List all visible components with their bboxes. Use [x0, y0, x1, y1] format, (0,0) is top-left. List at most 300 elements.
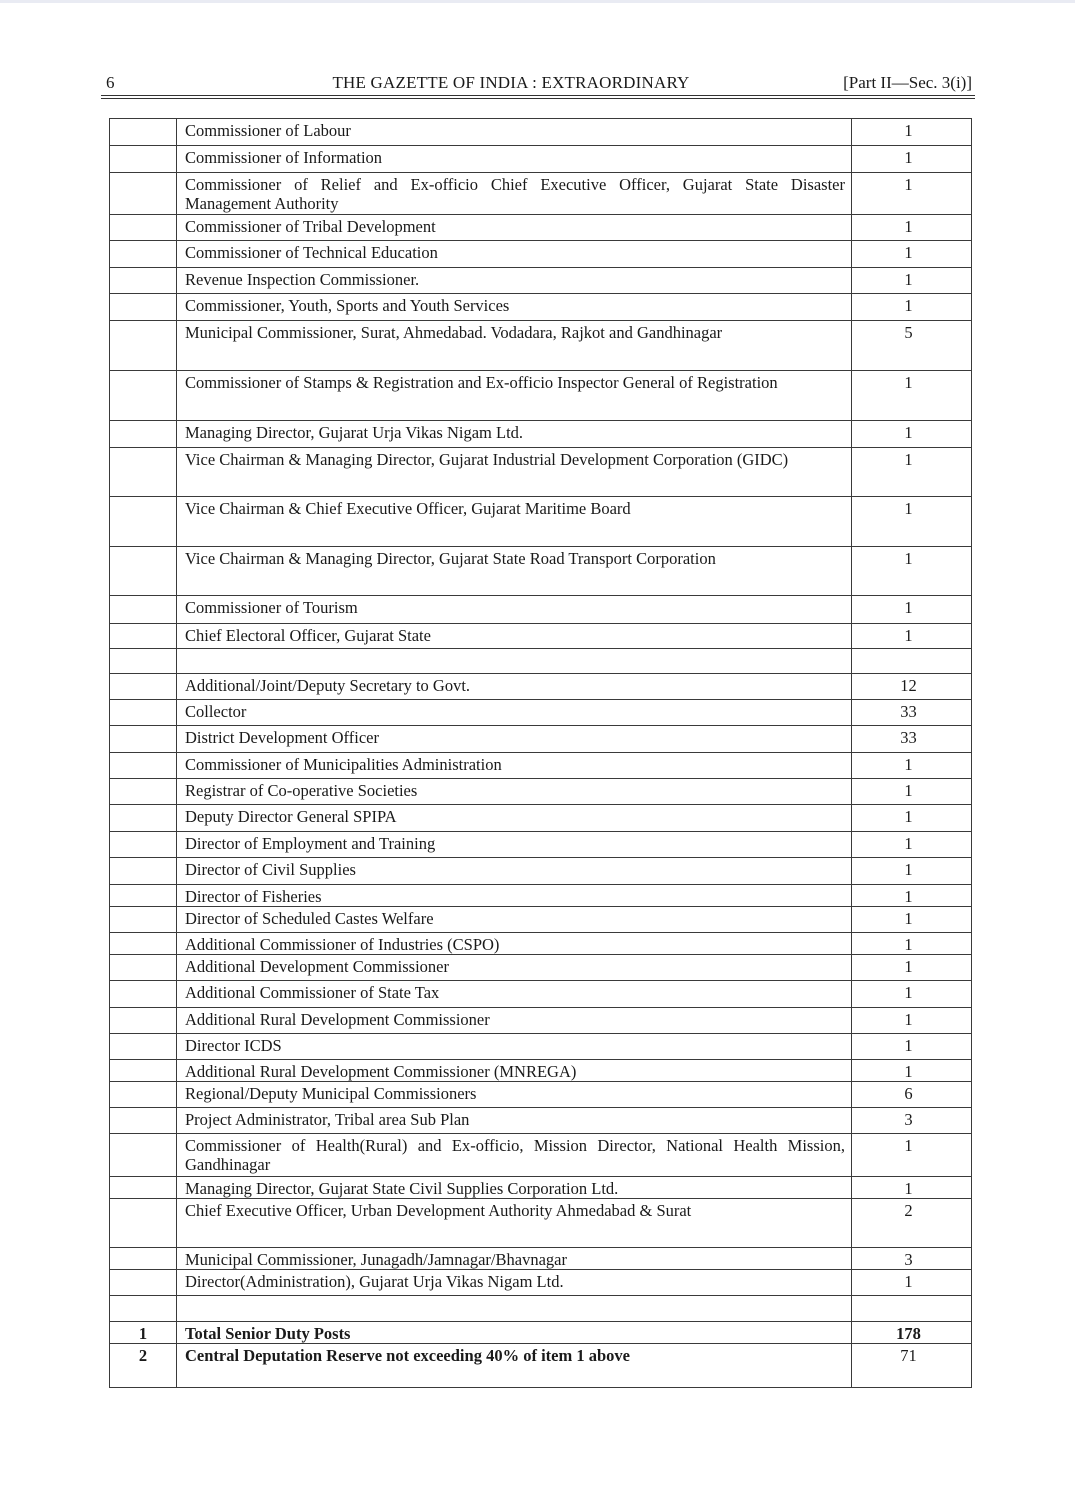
post-count-cell — [852, 448, 972, 497]
serial-number — [110, 1108, 176, 1110]
table-row — [110, 268, 972, 294]
post-name: Additional Rural Development Commissioner (MNREGA) — [185, 1062, 577, 1081]
gazette-header — [106, 72, 974, 94]
serial-number-cell — [110, 1134, 177, 1177]
post-name: Commissioner, Youth, Sports and Youth Services — [185, 296, 510, 315]
serial-number-cell — [110, 1270, 177, 1296]
serial-number-cell — [110, 1034, 177, 1060]
post-count-cell — [852, 294, 972, 321]
post-count: 71 — [900, 1346, 917, 1365]
post-count-cell — [852, 981, 972, 1008]
table-row — [110, 448, 972, 497]
serial-number — [110, 1177, 176, 1179]
post-name: Additional Rural Development Commissioner — [185, 1010, 490, 1029]
post-count: 12 — [900, 676, 917, 695]
post-count-cell — [852, 421, 972, 448]
serial-number-cell — [110, 547, 177, 596]
serial-number — [110, 321, 176, 323]
post-name: Director of Scheduled Castes Welfare — [185, 909, 434, 928]
post-count: 1 — [904, 175, 913, 194]
post-name-cell — [177, 448, 852, 497]
post-name: Managing Director, Gujarat Urja Vikas Nigam Ltd. — [185, 423, 524, 442]
post-name-cell — [177, 497, 852, 547]
serial-number-cell — [110, 321, 177, 371]
serial-number — [110, 497, 176, 499]
post-count-cell — [852, 753, 972, 779]
post-count: 1 — [904, 1010, 913, 1029]
serial-number — [110, 933, 176, 935]
serial-number-cell — [110, 779, 177, 805]
post-count: 1 — [904, 450, 913, 469]
serial-number: 1 — [138, 1324, 148, 1343]
post-count-cell — [852, 1322, 972, 1344]
post-count: 1 — [904, 1272, 913, 1291]
post-name: Vice Chairman & Managing Director, Gujarat Industrial Development Corporation (GIDC) — [185, 450, 789, 469]
table-row — [110, 981, 972, 1008]
post-count: 178 — [896, 1324, 921, 1343]
post-name-cell — [177, 624, 852, 649]
post-name-cell — [177, 1248, 852, 1270]
table-row — [110, 1034, 972, 1060]
post-name: Director(Administration), Gujarat Urja Vikas Nigam Ltd. — [185, 1272, 564, 1291]
post-name-cell — [177, 241, 852, 268]
post-name: Additional Development Commissioner — [185, 957, 449, 976]
post-name: Director ICDS — [185, 1036, 282, 1055]
post-name: District Development Officer — [185, 728, 379, 747]
serial-number-cell — [110, 1199, 177, 1248]
post-name-cell — [177, 215, 852, 241]
serial-number — [110, 753, 176, 755]
table-row — [110, 215, 972, 241]
table-row — [110, 1270, 972, 1296]
post-count-cell — [852, 858, 972, 885]
serial-number — [110, 858, 176, 860]
post-count: 1 — [904, 598, 913, 617]
post-name-cell — [177, 1322, 852, 1344]
post-count: 1 — [904, 1062, 913, 1081]
post-count-cell — [852, 1034, 972, 1060]
serial-number-cell — [110, 832, 177, 858]
post-name: Additional/Joint/Deputy Secretary to Govt. — [185, 676, 471, 695]
post-name-cell — [177, 173, 852, 215]
post-name-cell — [177, 371, 852, 421]
post-name-cell — [177, 1134, 852, 1177]
post-count: 1 — [904, 1136, 913, 1155]
serial-number-cell — [110, 1322, 177, 1344]
table-row — [110, 1108, 972, 1134]
post-count: 1 — [904, 983, 913, 1002]
post-count-cell — [852, 885, 972, 907]
post-count: 2 — [904, 1201, 913, 1220]
post-name-cell — [177, 955, 852, 981]
serial-number-cell — [110, 448, 177, 497]
post-name-cell — [177, 933, 852, 955]
post-name: Vice Chairman & Managing Director, Gujarat State Road Transport Corporation — [185, 549, 716, 568]
serial-number — [110, 215, 176, 217]
post-count: 1 — [904, 1179, 913, 1198]
post-count-cell — [852, 624, 972, 649]
post-count: 1 — [904, 499, 913, 518]
post-count-cell — [852, 268, 972, 294]
post-count-cell — [852, 1344, 972, 1388]
post-count-cell — [852, 1082, 972, 1108]
post-name: Chief Executive Officer, Urban Development Authority Ahmedabad & Surat — [185, 1201, 692, 1220]
post-name-cell — [177, 1270, 852, 1296]
post-count: 1 — [904, 1036, 913, 1055]
post-name-cell — [177, 1199, 852, 1248]
post-name-cell — [177, 1108, 852, 1134]
post-name: Director of Fisheries — [185, 887, 322, 906]
post-count-cell — [852, 726, 972, 753]
table-row — [110, 497, 972, 547]
post-name-cell — [177, 674, 852, 700]
post-name: Project Administrator, Tribal area Sub Plan — [185, 1110, 470, 1129]
table-body — [110, 119, 972, 1388]
post-count — [852, 1296, 965, 1298]
post-name: Central Deputation Reserve not exceeding 40% of item 1 above — [185, 1346, 630, 1365]
serial-number — [110, 674, 176, 676]
post-count-cell — [852, 1134, 972, 1177]
post-count: 1 — [904, 834, 913, 853]
post-name-cell — [177, 885, 852, 907]
post-name: Municipal Commissioner, Junagadh/Jamnagar/Bhavnagar — [185, 1250, 567, 1269]
serial-number — [110, 779, 176, 781]
post-count-cell — [852, 1108, 972, 1134]
table-row — [110, 421, 972, 448]
serial-number — [110, 1248, 176, 1250]
serial-number — [110, 1134, 176, 1136]
post-name-cell — [177, 858, 852, 885]
table-row — [110, 547, 972, 596]
post-count: 33 — [900, 728, 917, 747]
serial-number-cell — [110, 215, 177, 241]
serial-number — [110, 624, 176, 626]
post-name: Director of Civil Supplies — [185, 860, 356, 879]
post-name: Vice Chairman & Chief Executive Officer, Gujarat Maritime Board — [185, 499, 631, 518]
serial-number — [110, 1082, 176, 1084]
serial-number — [110, 119, 176, 121]
part-section-label: [Part II—Sec. 3(i)] — [843, 73, 972, 92]
table-row — [110, 624, 972, 649]
post-name: Commissioner of Tourism — [185, 598, 358, 617]
serial-number — [110, 241, 176, 243]
table-row — [110, 1134, 972, 1177]
post-count: 1 — [904, 270, 913, 289]
serial-number-cell — [110, 1082, 177, 1108]
table-row — [110, 294, 972, 321]
post-name: Managing Director, Gujarat State Civil Supplies Corporation Ltd. — [185, 1179, 619, 1198]
senior-duty-posts-table — [109, 118, 972, 1388]
post-name-cell — [177, 1296, 852, 1322]
post-count: 1 — [904, 217, 913, 236]
post-count-cell — [852, 1008, 972, 1034]
table-row — [110, 241, 972, 268]
post-name-cell — [177, 832, 852, 858]
post-count-cell — [852, 955, 972, 981]
post-name-cell — [177, 1008, 852, 1034]
post-name-cell — [177, 1177, 852, 1199]
post-name: Commissioner of Municipalities Administration — [185, 755, 502, 774]
post-count: 3 — [904, 1250, 913, 1269]
table-row — [110, 779, 972, 805]
post-count-cell — [852, 215, 972, 241]
post-name: Commissioner of Labour — [185, 121, 351, 140]
serial-number-cell — [110, 674, 177, 700]
table-row — [110, 1008, 972, 1034]
post-count-cell — [852, 933, 972, 955]
post-name-cell — [177, 294, 852, 321]
post-count-cell — [852, 907, 972, 933]
blank-row — [110, 1296, 972, 1322]
post-name-cell — [177, 146, 852, 173]
post-count: 1 — [904, 860, 913, 879]
post-count: 33 — [900, 702, 917, 721]
table-row — [110, 1177, 972, 1199]
serial-number — [110, 448, 176, 450]
post-count: 1 — [904, 807, 913, 826]
serial-number — [110, 805, 176, 807]
table-row — [110, 858, 972, 885]
post-count-cell — [852, 596, 972, 624]
serial-number-cell — [110, 1248, 177, 1270]
header-rule-top — [101, 95, 975, 96]
post-name: Municipal Commissioner, Surat, Ahmedabad. Vodadara, Rajkot and Gandhinagar — [185, 323, 723, 342]
table-row — [110, 832, 972, 858]
serial-number-cell — [110, 241, 177, 268]
table-row — [110, 321, 972, 371]
post-count-cell — [852, 1199, 972, 1248]
table-row — [110, 674, 972, 700]
post-name-cell — [177, 268, 852, 294]
post-name: Additional Commissioner of Industries (CSPO) — [185, 935, 500, 954]
post-count-cell — [852, 700, 972, 726]
serial-number-cell — [110, 624, 177, 649]
post-name — [185, 649, 845, 651]
serial-number-cell — [110, 700, 177, 726]
post-name-cell — [177, 726, 852, 753]
post-name — [185, 1296, 845, 1298]
post-name: Additional Commissioner of State Tax — [185, 983, 440, 1002]
serial-number — [110, 1296, 176, 1298]
post-count: 1 — [904, 296, 913, 315]
table-row — [110, 1060, 972, 1082]
table-row — [110, 1344, 972, 1388]
serial-number-cell — [110, 371, 177, 421]
post-count-cell — [852, 674, 972, 700]
page-number: 6 — [106, 73, 115, 92]
serial-number-cell — [110, 1344, 177, 1388]
serial-number-cell — [110, 955, 177, 981]
table-row — [110, 907, 972, 933]
header-rule-bottom — [101, 98, 975, 99]
post-name-cell — [177, 649, 852, 674]
serial-number — [110, 173, 176, 175]
serial-number — [110, 955, 176, 957]
serial-number-cell — [110, 294, 177, 321]
post-count: 1 — [904, 887, 913, 906]
top-shade — [0, 0, 1075, 3]
serial-number: 2 — [138, 1346, 148, 1365]
post-name-cell — [177, 753, 852, 779]
post-name: Chief Electoral Officer, Gujarat State — [185, 626, 431, 645]
post-count-cell — [852, 321, 972, 371]
post-name-cell — [177, 1082, 852, 1108]
post-count-cell — [852, 1270, 972, 1296]
post-name: Commissioner of Stamps & Registration and Ex-officio Inspector General of Registration — [185, 373, 778, 392]
post-count-cell — [852, 805, 972, 832]
table-row — [110, 1199, 972, 1248]
table-row — [110, 885, 972, 907]
post-count: 1 — [904, 148, 913, 167]
post-name: Commissioner of Tribal Development — [185, 217, 436, 236]
serial-number — [110, 649, 176, 651]
serial-number — [110, 547, 176, 549]
post-name: Commissioner of Technical Education — [185, 243, 438, 262]
post-name: Commissioner of Health(Rural) and Ex-officio, Mission Director, National Health Mission, Gandhinagar — [185, 1136, 845, 1174]
serial-number-cell — [110, 497, 177, 547]
serial-number — [110, 1199, 176, 1201]
post-count: 6 — [904, 1084, 913, 1103]
post-count-cell — [852, 649, 972, 674]
serial-number — [110, 371, 176, 373]
post-count — [852, 649, 965, 651]
post-count: 1 — [904, 121, 913, 140]
serial-number-cell — [110, 1060, 177, 1082]
table-row — [110, 1322, 972, 1344]
post-name: Deputy Director General SPIPA — [185, 807, 397, 826]
post-name-cell — [177, 596, 852, 624]
post-count: 1 — [904, 781, 913, 800]
post-count: 1 — [904, 373, 913, 392]
post-count: 1 — [904, 423, 913, 442]
table-row — [110, 955, 972, 981]
post-name-cell — [177, 779, 852, 805]
post-count: 1 — [904, 626, 913, 645]
post-name-cell — [177, 700, 852, 726]
table-row — [110, 1082, 972, 1108]
post-count-cell — [852, 371, 972, 421]
table-row — [110, 173, 972, 215]
post-name: Revenue Inspection Commissioner. — [185, 270, 420, 289]
serial-number — [110, 268, 176, 270]
table-row — [110, 119, 972, 146]
serial-number — [110, 726, 176, 728]
serial-number-cell — [110, 421, 177, 448]
serial-number — [110, 421, 176, 423]
serial-number-cell — [110, 933, 177, 955]
serial-number — [110, 1008, 176, 1010]
post-count-cell — [852, 497, 972, 547]
post-count-cell — [852, 119, 972, 146]
serial-number-cell — [110, 726, 177, 753]
serial-number-cell — [110, 753, 177, 779]
post-name-cell — [177, 119, 852, 146]
blank-row — [110, 649, 972, 674]
post-name-cell — [177, 1344, 852, 1388]
post-count: 1 — [904, 243, 913, 262]
post-count-cell — [852, 832, 972, 858]
post-count: 5 — [904, 323, 913, 342]
table-row — [110, 753, 972, 779]
table-row — [110, 371, 972, 421]
table-row — [110, 1248, 972, 1270]
table-row — [110, 146, 972, 173]
post-name: Total Senior Duty Posts — [185, 1324, 351, 1343]
serial-number — [110, 1034, 176, 1036]
post-name: Director of Employment and Training — [185, 834, 436, 853]
post-count: 1 — [904, 935, 913, 954]
post-name-cell — [177, 1034, 852, 1060]
serial-number — [110, 700, 176, 702]
serial-number — [110, 981, 176, 983]
serial-number-cell — [110, 1296, 177, 1322]
serial-number-cell — [110, 858, 177, 885]
post-count-cell — [852, 1248, 972, 1270]
post-name-cell — [177, 547, 852, 596]
post-count-cell — [852, 1296, 972, 1322]
serial-number-cell — [110, 119, 177, 146]
serial-number-cell — [110, 1177, 177, 1199]
post-name-cell — [177, 907, 852, 933]
post-name: Registrar of Co-operative Societies — [185, 781, 418, 800]
serial-number-cell — [110, 981, 177, 1008]
post-count: 1 — [904, 957, 913, 976]
serial-number-cell — [110, 1108, 177, 1134]
post-count: 3 — [904, 1110, 913, 1129]
serial-number — [110, 294, 176, 296]
post-count-cell — [852, 1060, 972, 1082]
post-name-cell — [177, 805, 852, 832]
gazette-title: THE GAZETTE OF INDIA : EXTRAORDINARY — [332, 73, 690, 92]
serial-number-cell — [110, 596, 177, 624]
serial-number — [110, 1270, 176, 1272]
post-count: 1 — [904, 909, 913, 928]
serial-number-cell — [110, 173, 177, 215]
post-count-cell — [852, 241, 972, 268]
post-count-cell — [852, 547, 972, 596]
serial-number — [110, 596, 176, 598]
table-row — [110, 596, 972, 624]
serial-number — [110, 907, 176, 909]
post-name: Collector — [185, 702, 247, 721]
serial-number — [110, 1060, 176, 1062]
table-row — [110, 805, 972, 832]
post-name: Regional/Deputy Municipal Commissioners — [185, 1084, 477, 1103]
post-count-cell — [852, 779, 972, 805]
serial-number-cell — [110, 907, 177, 933]
post-count-cell — [852, 173, 972, 215]
post-count-cell — [852, 146, 972, 173]
serial-number-cell — [110, 1008, 177, 1034]
post-name: Commissioner of Relief and Ex-officio Chief Executive Officer, Gujarat State Disaster Management Authority — [185, 175, 845, 213]
serial-number-cell — [110, 649, 177, 674]
serial-number-cell — [110, 268, 177, 294]
serial-number-cell — [110, 146, 177, 173]
table-row — [110, 726, 972, 753]
table-row — [110, 933, 972, 955]
serial-number-cell — [110, 805, 177, 832]
serial-number — [110, 146, 176, 148]
serial-number-cell — [110, 885, 177, 907]
serial-number — [110, 832, 176, 834]
post-name-cell — [177, 981, 852, 1008]
post-name-cell — [177, 321, 852, 371]
post-name-cell — [177, 421, 852, 448]
post-count-cell — [852, 1177, 972, 1199]
post-name: Commissioner of Information — [185, 148, 383, 167]
table-row — [110, 700, 972, 726]
post-name-cell — [177, 1060, 852, 1082]
